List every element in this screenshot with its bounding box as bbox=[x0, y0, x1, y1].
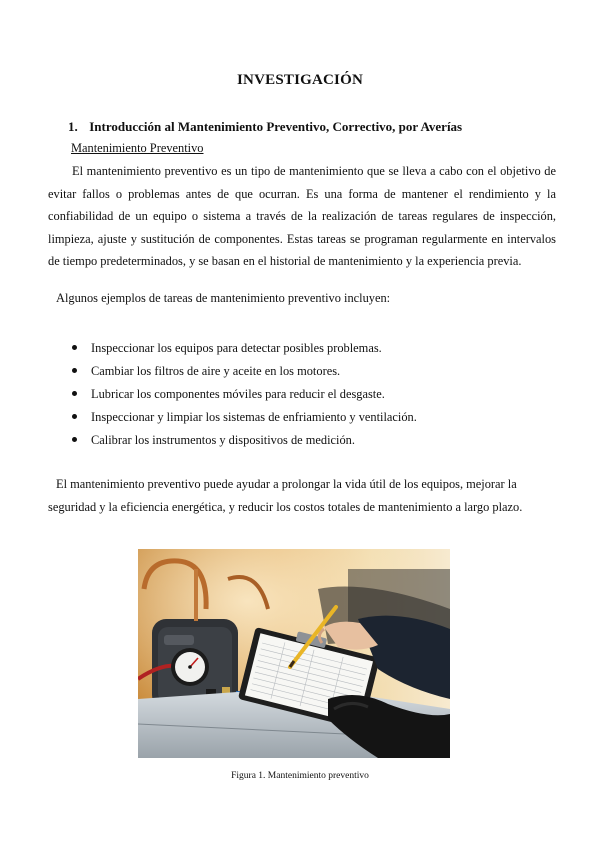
section-number: 1. bbox=[68, 119, 78, 134]
paragraph-intro: El mantenimiento preventivo es un tipo de mantenimiento que se lleva a cabo con el objetivo de evitar fallos o problemas antes de que ocurran. Es una forma de mantener el rendimiento y la confiabilidad de un equipo o sistema a través de la realización de tareas regulares de inspección, limpieza, ajuste y sustitución de componentes. Estas tareas se programan regularmente en intervalos de tiempo predeterminados, y se basan en el historial de mantenimiento y la experiencia previa. bbox=[48, 164, 556, 269]
task-list bbox=[70, 338, 417, 453]
list-item-text: Inspeccionar los equipos para detectar posibles problemas. bbox=[91, 341, 382, 355]
subheading: Mantenimiento Preventivo bbox=[71, 141, 204, 155]
bullet-icon bbox=[72, 437, 77, 442]
section-heading bbox=[68, 119, 462, 135]
list-item-text: Inspeccionar y limpiar los sistemas de enfriamiento y ventilación. bbox=[91, 410, 417, 424]
list-item bbox=[70, 338, 417, 361]
bullet-icon bbox=[72, 414, 77, 419]
list-item-text: Calibrar los instrumentos y dispositivos de medición. bbox=[91, 433, 355, 447]
section-heading-text: Introducción al Mantenimiento Preventivo, Correctivo, por Averías bbox=[89, 119, 463, 134]
figure-maintenance-photo bbox=[138, 549, 450, 758]
figure-caption: Figura 1. Mantenimiento preventivo bbox=[231, 771, 369, 781]
list-item bbox=[70, 384, 417, 407]
paragraph-examples-intro: Algunos ejemplos de tareas de mantenimiento preventivo incluyen: bbox=[56, 291, 391, 305]
bullet-icon bbox=[72, 391, 77, 396]
bullet-icon bbox=[72, 368, 77, 373]
list-item-text: Lubricar los componentes móviles para reducir el desgaste. bbox=[91, 387, 385, 401]
list-item-text: Cambiar los filtros de aire y aceite en los motores. bbox=[91, 364, 341, 378]
document-title: INVESTIGACIÓN bbox=[237, 72, 363, 88]
paragraph-benefits: El mantenimiento preventivo puede ayudar a prolongar la vida útil de los equipos, mejorar la seguridad y la eficiencia energética, y reducir los costos totales de mantenimiento a largo plazo. bbox=[48, 477, 523, 514]
list-item bbox=[70, 361, 417, 384]
list-item bbox=[70, 430, 417, 453]
list-item bbox=[70, 407, 417, 430]
bullet-icon bbox=[72, 345, 77, 350]
